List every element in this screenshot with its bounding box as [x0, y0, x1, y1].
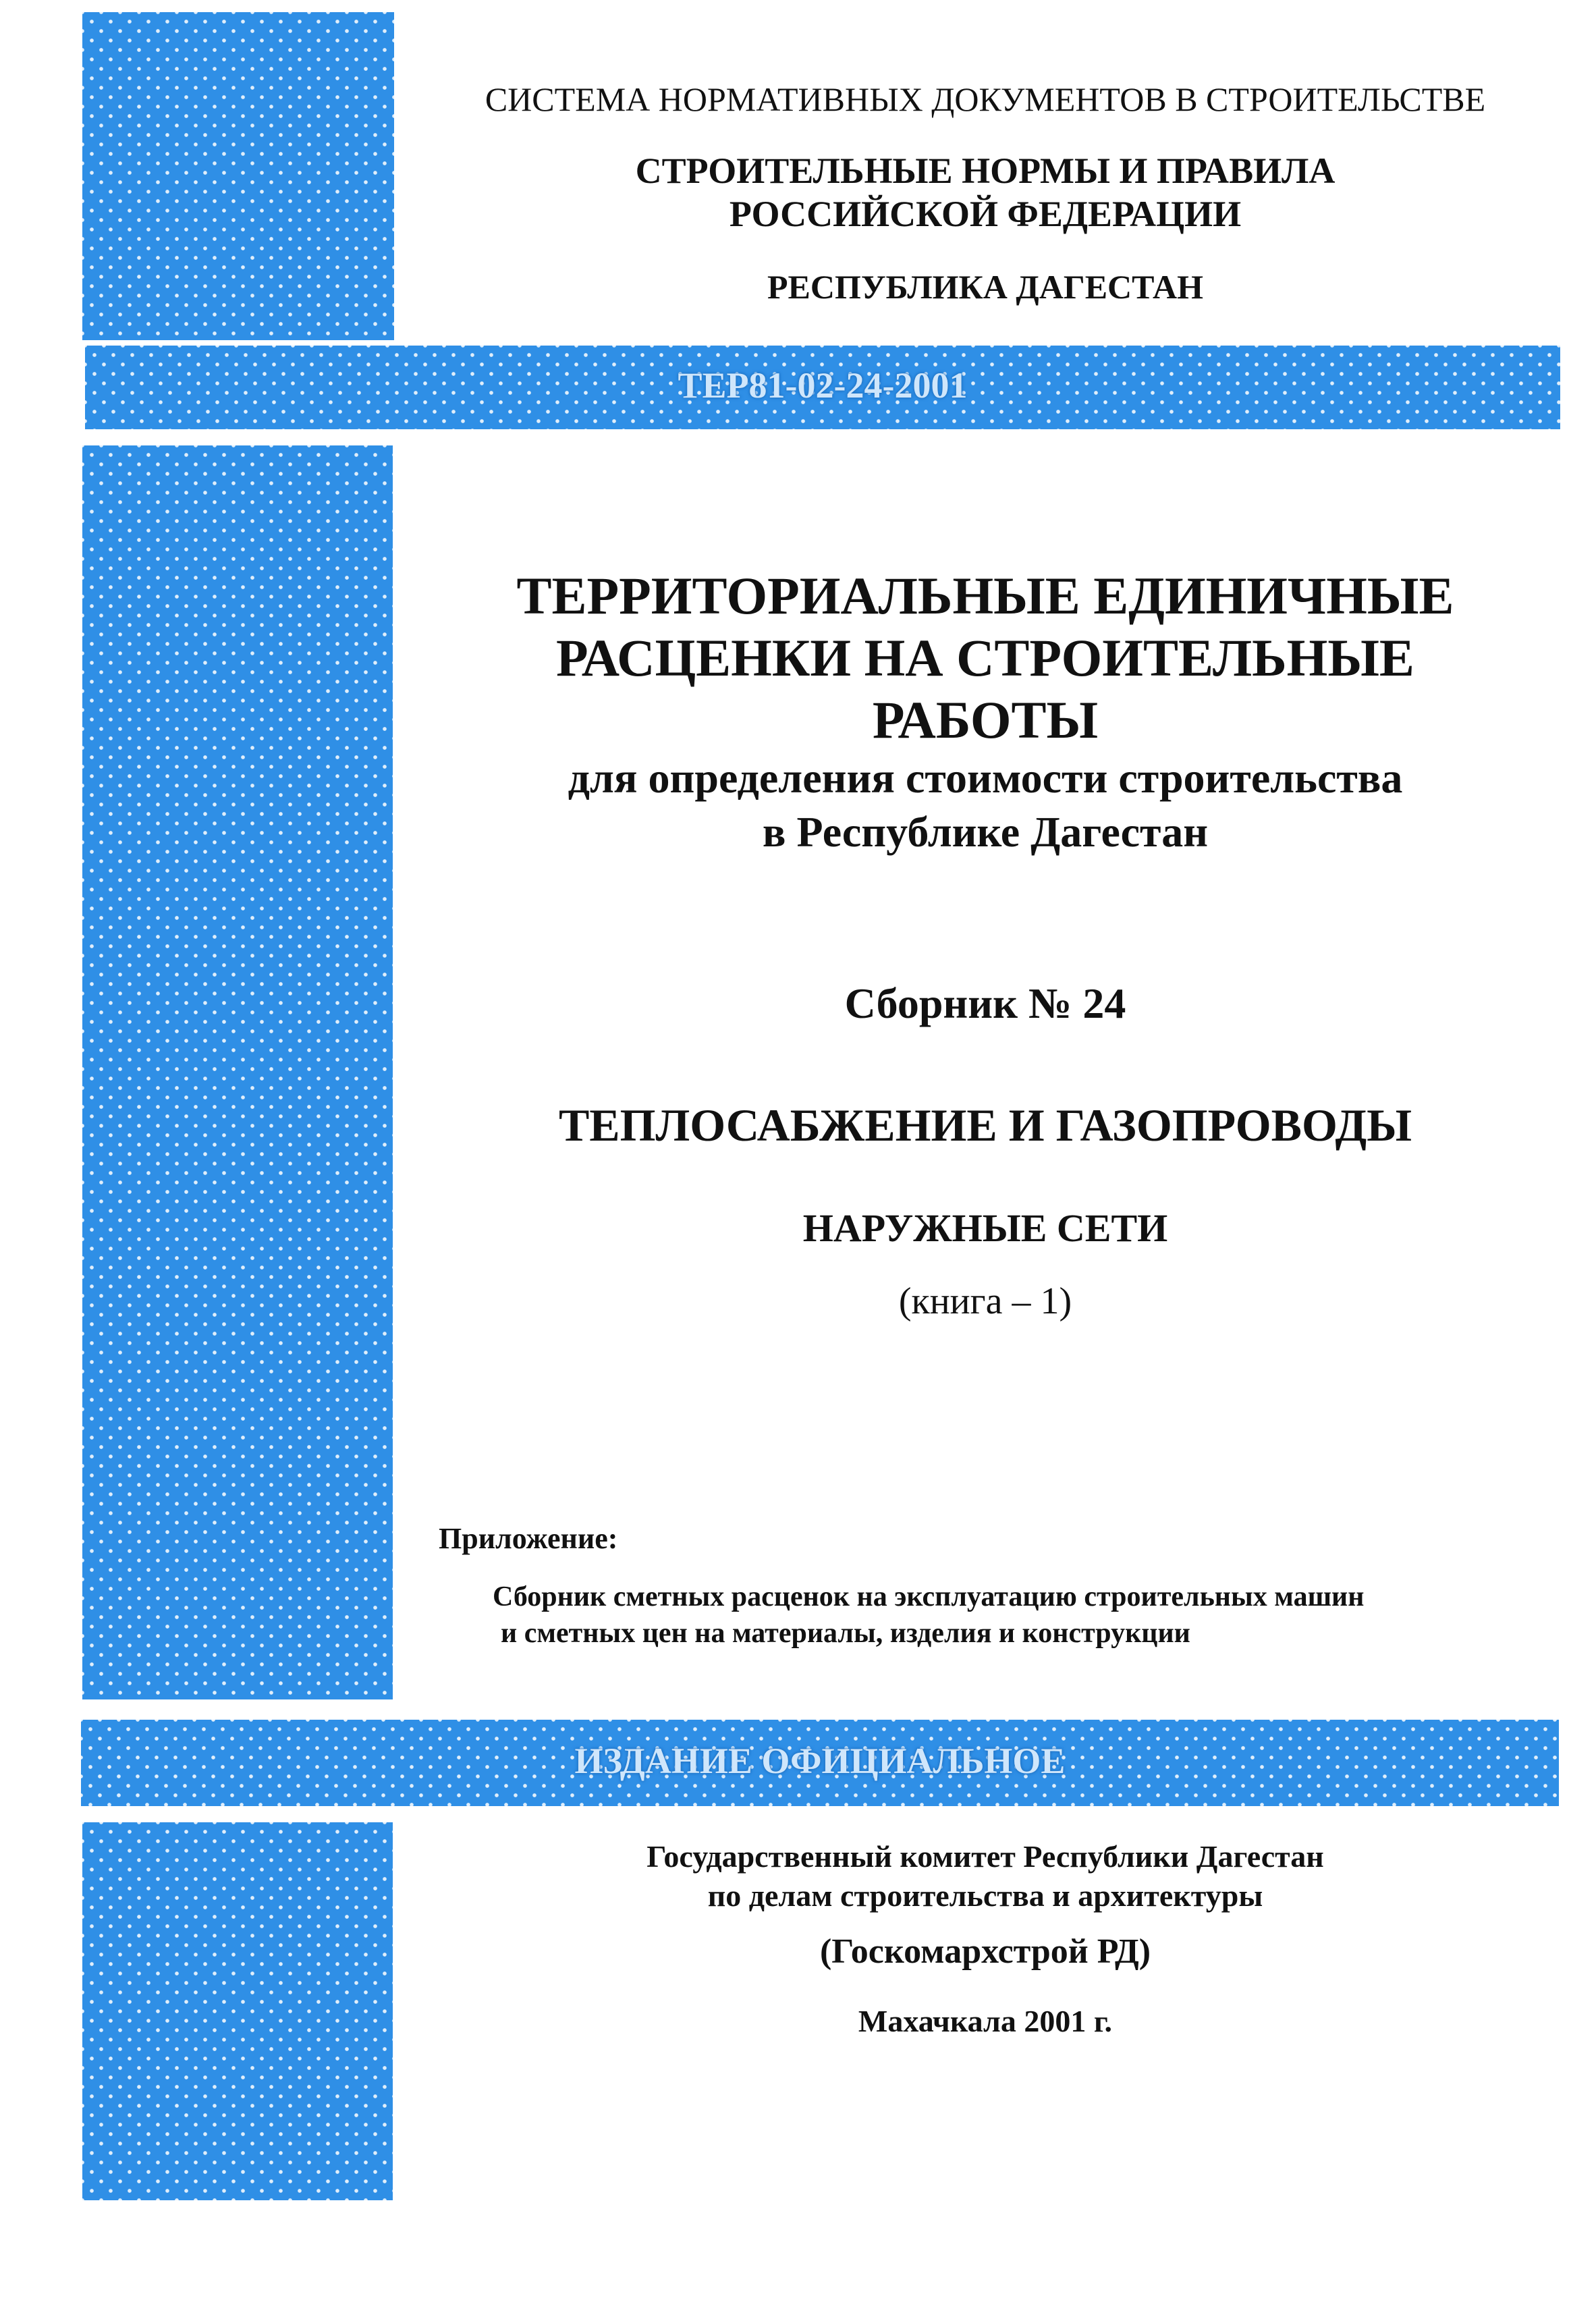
appendix-label: Приложение: — [439, 1522, 618, 1555]
subtitle-line-2: в Республике Дагестан — [762, 808, 1209, 856]
city-year: Махачкала 2001 г. — [858, 2004, 1113, 2038]
appendix-line-2: и сметных цен на материалы, изделия и конструкции — [501, 1618, 1190, 1649]
official-band — [81, 1720, 1559, 1806]
norms-line-2: РОССИЙСКОЙ ФЕДЕРАЦИИ — [729, 194, 1242, 234]
publisher-line-1: Государственный комитет Республики Дагестан — [646, 1839, 1324, 1874]
republic-label: РЕСПУБЛИКА ДАГЕСТАН — [767, 268, 1204, 306]
system-line: СИСТЕМА НОРМАТИВНЫХ ДОКУМЕНТОВ В СТРОИТЕЛЬСТВЕ — [485, 80, 1486, 118]
appendix-line-1: Сборник сметных расценок на эксплуатацию строительных машин — [493, 1581, 1365, 1612]
bottom-left-dotted-panel — [82, 1822, 393, 2200]
left-dotted-column — [82, 445, 393, 1699]
collection-number: Сборник № 24 — [844, 979, 1126, 1027]
title-line-3: РАБОТЫ — [872, 690, 1099, 749]
title-line-2: РАСЦЕНКИ НА СТРОИТЕЛЬНЫЕ — [556, 628, 1414, 687]
collection-name: ТЕПЛОСАБЖЕНИЕ И ГАЗОПРОВОДЫ — [558, 1099, 1412, 1151]
norms-line-1: СТРОИТЕЛЬНЫЕ НОРМЫ И ПРАВИЛА — [635, 151, 1336, 191]
publisher-abbrev: (Госкомархстрой РД) — [819, 1932, 1151, 1971]
book-label: (книга – 1) — [898, 1280, 1072, 1322]
subtitle-line-1: для определения стоимости строительства — [568, 754, 1403, 802]
top-left-dotted-panel — [82, 12, 394, 340]
publisher-line-2: по делам строительства и архитектуры — [707, 1878, 1263, 1913]
official-edition-label: ИЗДАНИЕ ОФИЦИАЛЬНОЕ — [574, 1741, 1066, 1781]
code-band — [85, 346, 1560, 429]
title-line-1: ТЕРРИТОРИАЛЬНЫЕ ЕДИНИЧНЫЕ — [516, 566, 1454, 625]
section-name: НАРУЖНЫЕ СЕТИ — [802, 1206, 1168, 1250]
document-code: ТЕР81-02-24-2001 — [678, 365, 968, 406]
